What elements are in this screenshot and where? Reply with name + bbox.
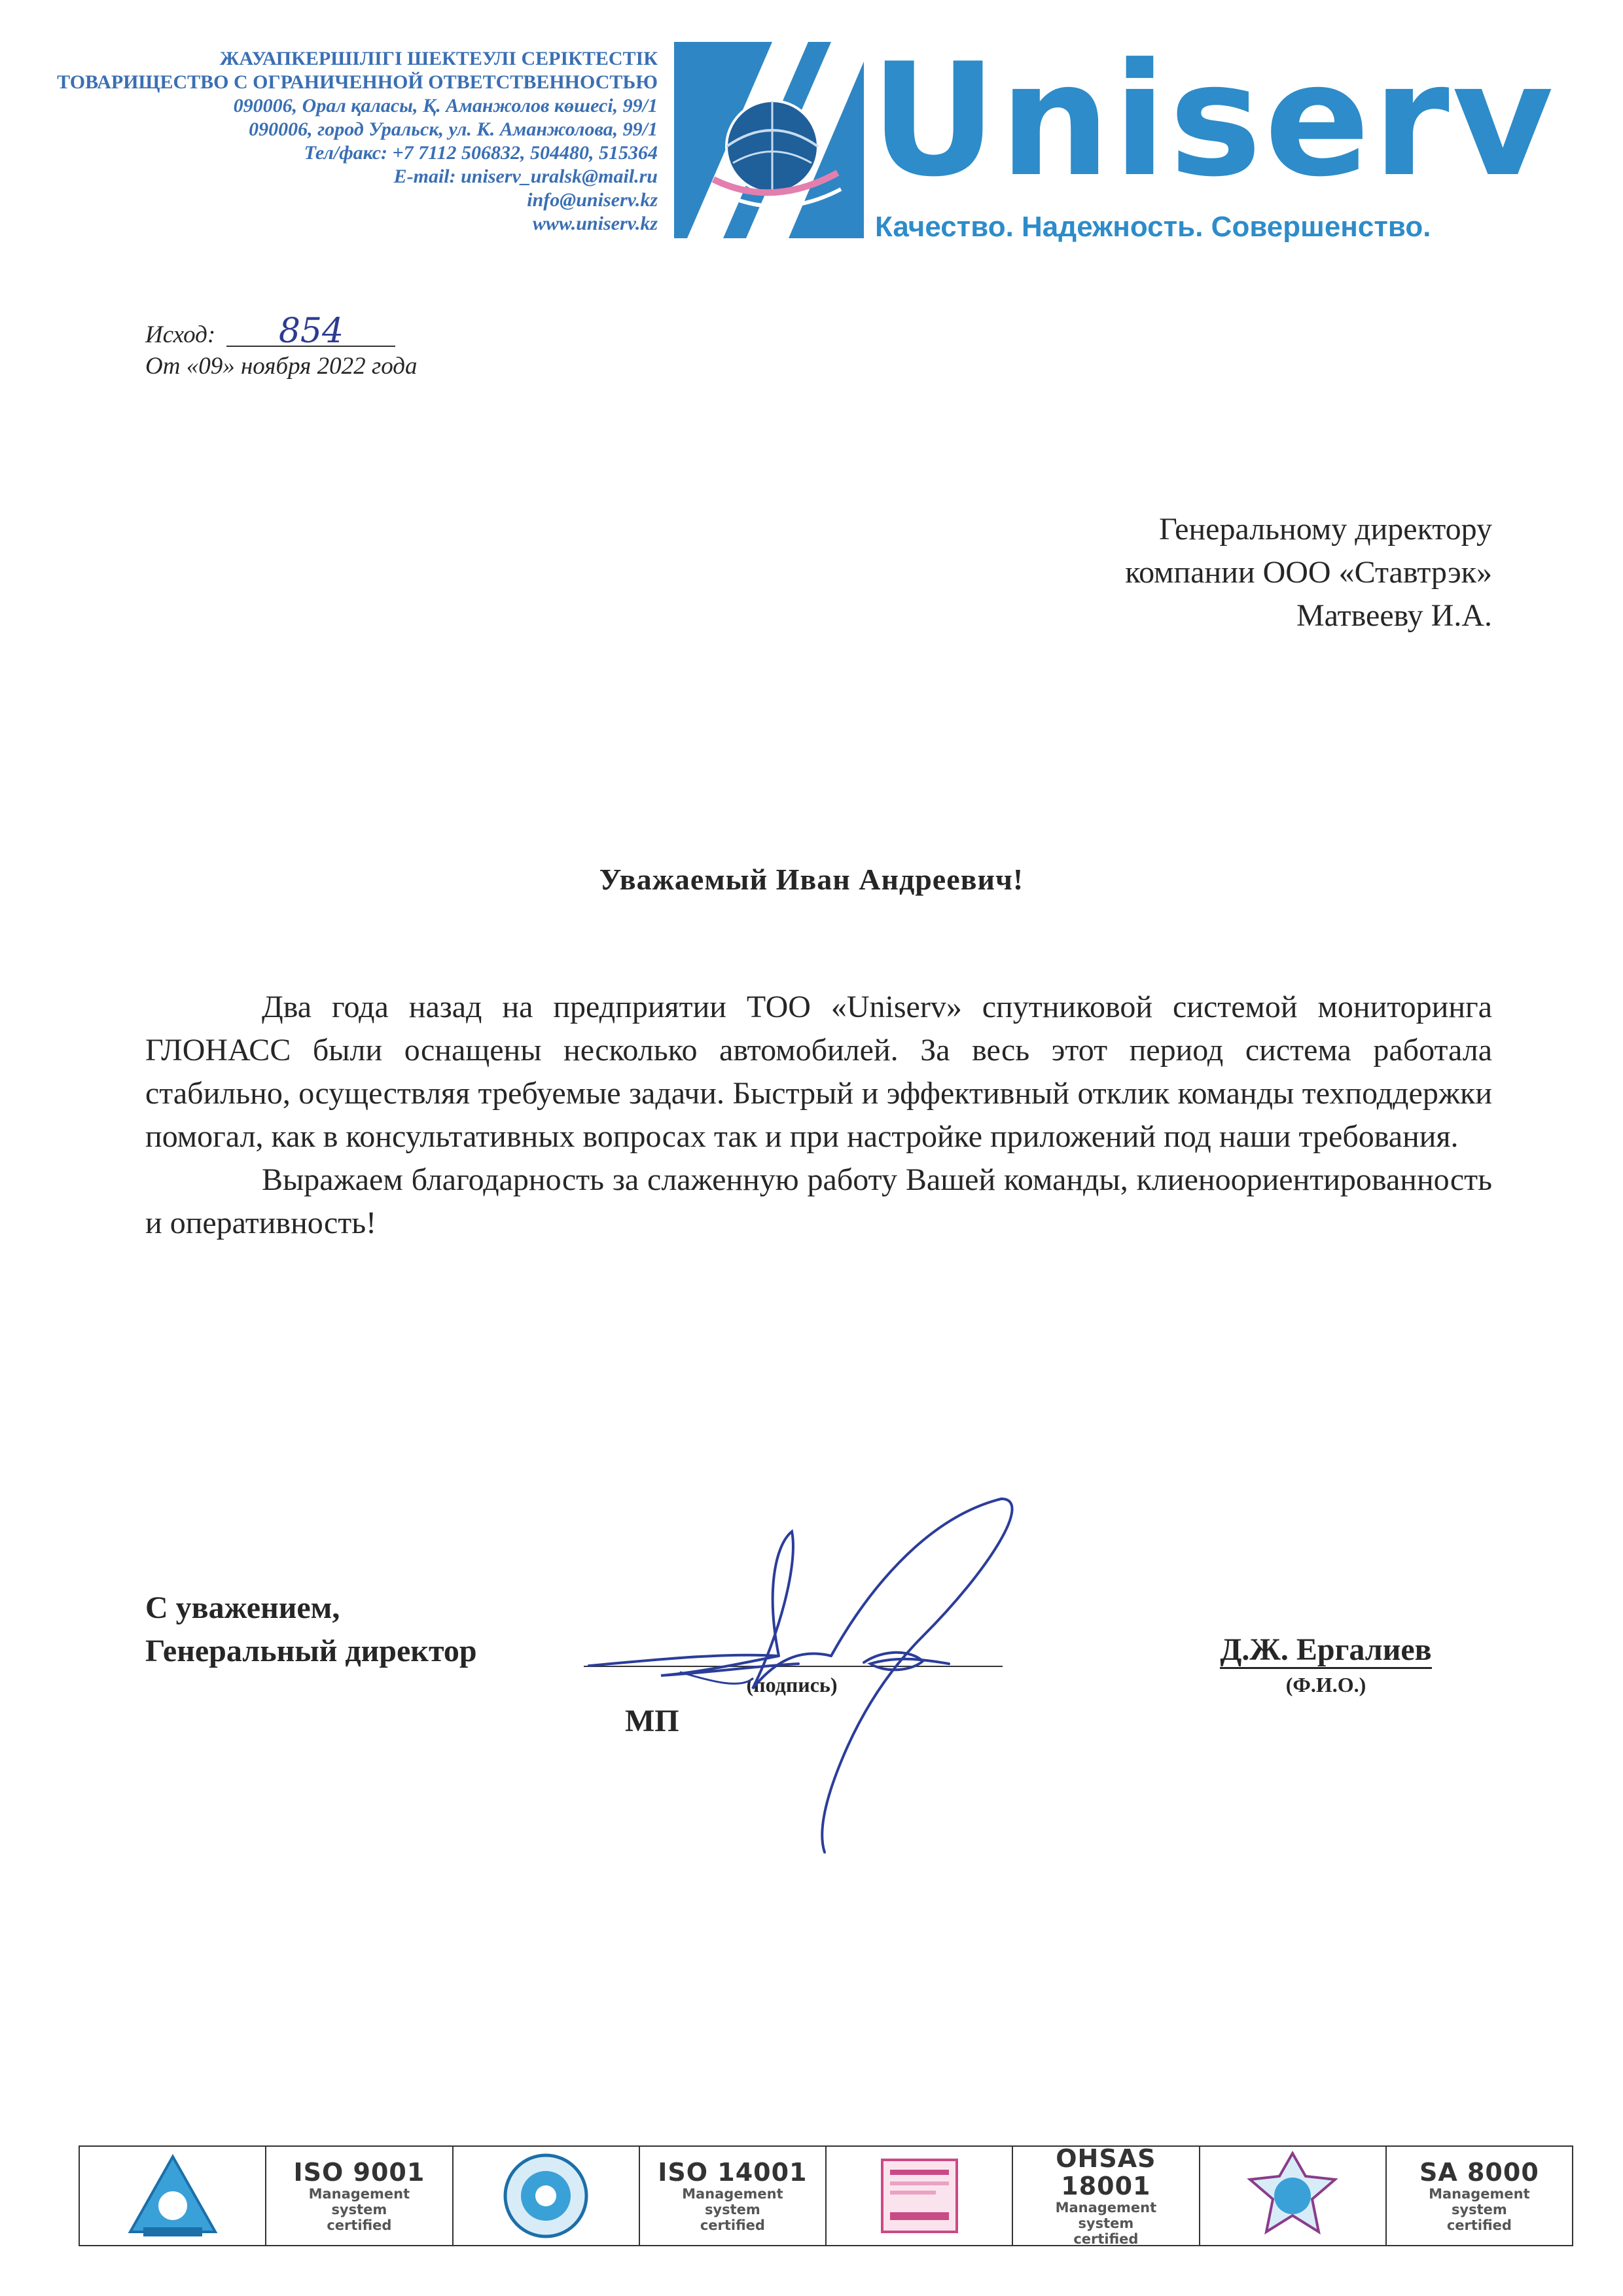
cert-title: OHSAS 18001	[1056, 2144, 1156, 2200]
salutation: Уважаемый Иван Андреевич!	[599, 863, 1024, 896]
cert-title: ISO 14001	[658, 2158, 808, 2187]
phone-label: Тел/факс:	[304, 142, 388, 164]
company-name-ru: ТОВАРИЩЕСТВО С ОГРАНИЧЕННОЙ ОТВЕТСТВЕННОСТЬЮ	[57, 71, 658, 93]
phone-value: +7 7112 506832, 504480, 515364	[392, 142, 658, 164]
body-paragraph: Два года назад на предприятии ТОО «Uniserv» спутниковой системой мониторинга ГЛОНАСС были оснащены несколько автомобилей. За весь этот период система работала стабильно, осуществляя требуемые задачи. Быстрый и эффективный отклик команды техподдержки помогал, как в консультативных вопросах так и при настройке приложений под наши требования.	[145, 990, 1492, 1154]
certificates-strip	[79, 2145, 1573, 2246]
address-kz: 090006, Орал қаласы, Қ. Аманжолов көшесі, 99/1	[233, 95, 658, 117]
addressee-company: компании ООО «Ставтрэк»	[1125, 555, 1492, 590]
closing-regards: С уважением,	[145, 1590, 340, 1625]
email-label: E-mail:	[393, 166, 456, 187]
signer-position: Генеральный директор	[145, 1634, 477, 1668]
cert-logo-cell	[454, 2147, 640, 2245]
certification-triangle-icon	[124, 2150, 222, 2242]
email-2: info@uniserv.kz	[527, 189, 658, 211]
addressee-block	[916, 508, 1492, 637]
cert-logo-cell	[1200, 2147, 1387, 2245]
certification-seal-icon	[497, 2150, 595, 2242]
outgoing-date: От «09» ноября 2022 года	[145, 353, 418, 380]
cert-iso14001: ISO 14001 Management system certified	[640, 2147, 827, 2245]
address-ru: 090006, город Уральск, ул. К. Аманжолова, 99/1	[249, 118, 658, 140]
closing-block	[145, 1587, 477, 1673]
cert-title: SA 8000	[1419, 2158, 1539, 2187]
body-paragraph: Выражаем благодарность за слаженную работу Вашей команды, клиеноориентированность и оперативность!	[145, 1162, 1492, 1240]
handwritten-signature	[582, 1492, 1034, 1859]
certificate-document-icon	[870, 2150, 969, 2242]
outgoing-label: Исход:	[145, 321, 216, 348]
outgoing-number: 854	[226, 317, 395, 347]
outgoing-block	[145, 312, 418, 382]
cert-ohsas18001: OHSAS 18001 Management system certified	[1013, 2147, 1200, 2245]
website: www.uniserv.kz	[532, 213, 658, 234]
company-name-kz: ЖАУАПКЕРШІЛІГІ ШЕКТЕУЛІ СЕРІКТЕСТІК	[219, 48, 658, 69]
cert-logo-cell	[80, 2147, 266, 2245]
brand-slogan: Качество. Надежность. Совершенство.	[875, 211, 1431, 243]
cert-sa8000: SA 8000 Management system certified	[1419, 2158, 1539, 2233]
cert-logo-cell	[827, 2147, 1013, 2245]
brand-name: Uniserv	[870, 30, 1556, 211]
cert-iso9001: ISO 9001 Management system certified	[266, 2147, 453, 2245]
uniserv-logo-icon	[674, 42, 864, 238]
stamp-place-label: МП	[625, 1704, 679, 1738]
phone-line	[13, 141, 658, 165]
addressee-name: Матвееву И.А.	[1296, 598, 1492, 633]
cert-title: ISO 9001	[293, 2158, 425, 2187]
signer-name-caption: (Ф.И.О.)	[1285, 1673, 1366, 1696]
email-value: uniserv_uralsk@mail.ru	[461, 166, 658, 187]
signature-caption: (подпись)	[746, 1673, 838, 1696]
letter-body	[145, 986, 1492, 1245]
email-line	[13, 165, 658, 188]
company-requisites	[13, 47, 658, 236]
certification-star-seal-icon	[1243, 2150, 1342, 2242]
signer-name: Д.Ж. Ергалиев	[1195, 1630, 1457, 1670]
addressee-position: Генеральному директору	[1159, 512, 1492, 547]
